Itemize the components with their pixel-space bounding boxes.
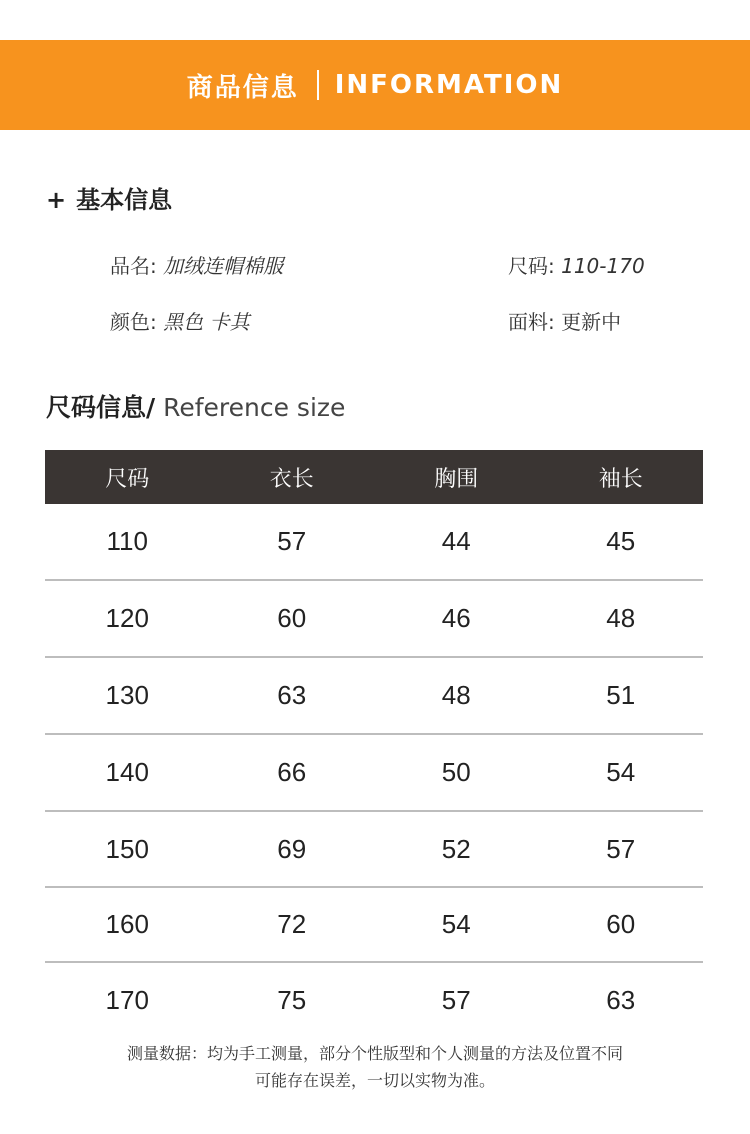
table-row [45, 581, 703, 658]
table-cell: 54 [606, 757, 636, 787]
basic-info-title: 基本信息 [76, 186, 173, 214]
table-cell: 120 [105, 603, 149, 633]
header-size: 尺码 [105, 466, 150, 492]
product-size-range [508, 250, 645, 279]
table-cell: 44 [441, 526, 471, 556]
header-length: 衣长 [269, 466, 314, 492]
table-cell: 63 [277, 680, 307, 710]
plus-icon: + [46, 186, 67, 214]
table-cell: 140 [105, 757, 149, 787]
table-cell: 160 [105, 909, 149, 939]
measurement-note-line2: 可能存在误差，一切以实物为准。 [254, 1071, 495, 1090]
color-value: 黑色 卡其 [163, 310, 250, 334]
measurement-note-line1: 测量数据：均为手工测量，部分个性版型和个人测量的方法及位置不同 [126, 1044, 623, 1063]
size-info-title-en: Reference size [155, 393, 346, 422]
table-cell: 52 [441, 833, 471, 864]
product-fabric [508, 306, 621, 335]
table-cell: 130 [105, 680, 149, 710]
measurement-note [0, 1040, 750, 1094]
size-info-heading [46, 388, 345, 424]
table-cell: 110 [106, 526, 148, 556]
header-sleeve: 袖长 [598, 466, 643, 492]
table-cell: 48 [441, 680, 471, 710]
size-range-label: 尺码: [508, 254, 555, 278]
table-cell: 54 [441, 909, 471, 939]
banner-title-cn: 商品信息 [186, 72, 299, 103]
banner-divider [317, 70, 319, 100]
table-row [45, 658, 703, 735]
size-table [45, 450, 703, 1038]
table-cell: 57 [277, 526, 307, 556]
fabric-value: 更新中 [561, 310, 622, 334]
table-row [45, 504, 703, 581]
basic-info-heading [46, 180, 172, 215]
table-cell: 51 [606, 680, 636, 710]
table-cell: 66 [277, 757, 307, 787]
product-name-label: 品名: [110, 254, 157, 278]
table-cell: 75 [277, 985, 307, 1015]
size-info-title-cn: 尺码信息/ [46, 393, 156, 422]
size-range-value: 110-170 [561, 254, 645, 278]
table-row [45, 963, 703, 1038]
color-label: 颜色: [110, 310, 157, 334]
table-cell: 46 [441, 603, 471, 633]
product-name [110, 250, 283, 279]
table-cell: 45 [606, 526, 636, 556]
table-row [45, 735, 703, 812]
header-chest: 胸围 [434, 466, 479, 492]
table-cell: 72 [277, 909, 307, 939]
table-cell: 150 [105, 833, 149, 864]
table-cell: 63 [606, 985, 636, 1015]
table-cell: 69 [277, 833, 307, 864]
table-cell: 48 [606, 603, 636, 633]
table-cell: 57 [606, 833, 636, 864]
banner-title-en: INFORMATION [334, 70, 564, 100]
table-cell: 50 [441, 757, 471, 787]
table-cell: 60 [277, 603, 307, 633]
product-color [110, 306, 249, 335]
fabric-label: 面料: [508, 310, 555, 334]
table-row [45, 812, 703, 888]
table-cell: 170 [105, 985, 149, 1015]
table-cell: 57 [441, 985, 471, 1015]
table-row [45, 888, 703, 963]
size-table-body [45, 504, 703, 1038]
table-cell: 60 [606, 909, 636, 939]
product-name-value: 加绒连帽棉服 [163, 254, 284, 278]
size-table-header [45, 450, 703, 504]
info-banner [0, 40, 750, 130]
